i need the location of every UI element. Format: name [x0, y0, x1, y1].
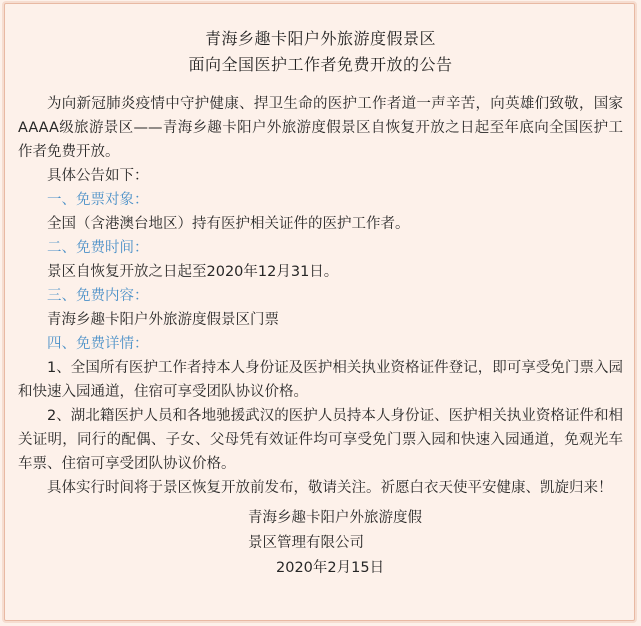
signature-line-2: 景区管理有限公司 [248, 535, 364, 551]
section-heading-4: 四、免费详情： [47, 336, 149, 352]
closing-paragraph: 具体实行时间将于景区恢复开放前发布，敬请关注。祈愿白衣天使平安健康、凯旋归来！ [47, 480, 613, 496]
section-heading-3: 三、免费内容： [47, 288, 149, 304]
detail-item-1: 1、全国所有医护工作者持本人身份证及医护相关执业资格证件登记，即可享受免门票入园和快速入园通道，住宿可享受团队协议价格。 [18, 360, 623, 400]
section-heading-2: 二、免费时间： [47, 240, 149, 256]
signature-line-1: 青海乡趣卡阳户外旅游度假 [248, 510, 422, 526]
section-body-2: 景区自恢复开放之日起至2020年12月31日。 [47, 264, 339, 280]
notice-title [18, 26, 623, 78]
intro-paragraph: 为向新冠肺炎疫情中守护健康、捍卫生命的医护工作者道一声辛苦，向英雄们致敬，国家AAAA级旅游景区——青海乡趣卡阳户外旅游度假景区自恢复开放之日起至年底向全国医护工作者免费开放。 [18, 96, 623, 160]
lead-text: 具体公告如下： [47, 168, 149, 184]
title-line-2: 面向全国医护工作者免费开放的公告 [188, 55, 453, 74]
signature-date: 2020年2月15日 [276, 560, 385, 576]
notice-content [18, 26, 623, 581]
section-heading-1: 一、免票对象： [47, 192, 149, 208]
detail-item-2: 2、湖北籍医护人员和各地驰援武汉的医护人员持本人身份证、医护相关执业资格证件和相关证明，同行的配偶、子女、父母凭有效证件均可享受免门票入园和快速入园通道，免观光车车票、住宿可享受团队协议价格。 [18, 408, 623, 472]
section-body-1: 全国（含港澳台地区）持有医护相关证件的医护工作者。 [47, 216, 410, 232]
section-body-3: 青海乡趣卡阳户外旅游度假景区门票 [47, 312, 279, 328]
title-line-1: 青海乡趣卡阳户外旅游度假景区 [204, 29, 436, 48]
